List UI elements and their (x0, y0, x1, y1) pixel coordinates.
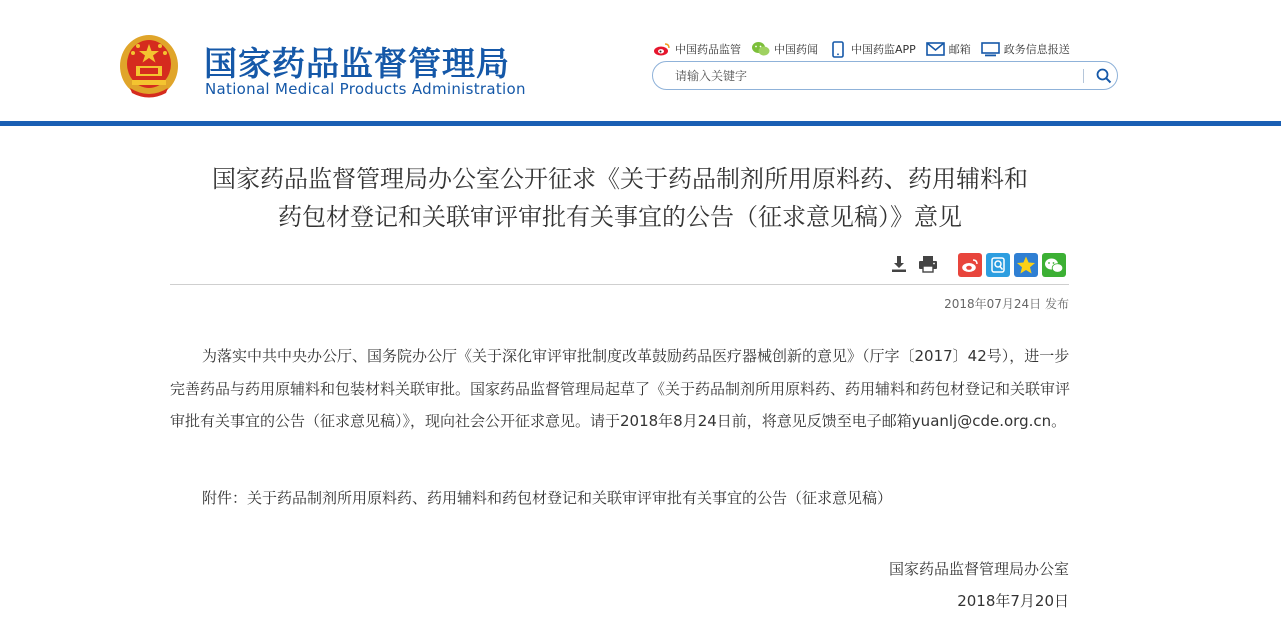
signature-date: 2018年7月20日 (957, 592, 1069, 610)
site-logo-chinese[interactable]: 国家药品监督管理局 (204, 44, 510, 83)
publish-date: 2018年07月24日 发布 (944, 297, 1069, 311)
search-button[interactable] (1093, 65, 1115, 87)
site-logo-english[interactable]: National Medical Products Administration (205, 80, 526, 98)
download-button[interactable] (888, 253, 910, 275)
link-gov-info-report[interactable] (981, 41, 1070, 57)
article-body (170, 340, 1070, 438)
share-weibo-button[interactable] (958, 253, 982, 277)
mail-icon (926, 41, 946, 57)
link-mail[interactable] (926, 41, 971, 57)
link-label: 中国药品监管 (675, 43, 741, 56)
article-title-line-1: 国家药品监督管理局办公室公开征求《关于药品制剂所用原料药、药用辅料和 (212, 165, 1028, 193)
search-icon (1096, 68, 1112, 84)
header-quick-links (652, 40, 1080, 58)
link-label: 政务信息报送 (1003, 43, 1070, 56)
download-icon (890, 255, 908, 273)
search-input[interactable] (675, 66, 1075, 86)
link-label: 中国药闻 (774, 43, 818, 56)
article-title-line-2: 药包材登记和关联审评审批有关事宜的公告（征求意见稿）》意见 (278, 203, 962, 231)
header-blue-bar (0, 121, 1281, 126)
star-icon (1016, 255, 1036, 275)
link-weibo[interactable] (652, 41, 741, 57)
mobile-app-icon (828, 41, 848, 57)
article-tools (888, 253, 946, 275)
qzone-icon (989, 256, 1007, 274)
link-app[interactable] (828, 41, 916, 57)
weibo-icon (961, 258, 979, 273)
print-button[interactable] (917, 253, 939, 275)
share-qzone-button[interactable] (986, 253, 1010, 277)
search-divider (1083, 69, 1084, 83)
share-wechat-button[interactable] (1042, 253, 1066, 277)
wechat-icon (1044, 257, 1064, 274)
site-header (0, 0, 1281, 122)
title-divider (170, 284, 1069, 285)
link-wechat[interactable] (751, 41, 818, 57)
signature-organization: 国家药品监督管理局办公室 (888, 560, 1069, 578)
article-title (170, 160, 1070, 236)
link-label: 中国药监APP (851, 43, 916, 56)
article-paragraph: 为落实中共中央办公厅、国务院办公厅《关于深化审评审批制度改革鼓励药品医疗器械创新的意见》（厅字〔2017〕42号），进一步完善药品与药用原辅料和包装材料关联审批。国家药品监督管理局起草了《关于药品制剂所用原料药、药用辅料和药包材登记和关联审评审批有关事宜的公告（征求意见稿）》，现向社会公开征求意见。请于2018年8月24日前，将意见反馈至电子邮箱yuanlj@cde.org.cn。 (170, 347, 1071, 430)
monitor-icon (981, 41, 1001, 57)
print-icon (918, 255, 938, 273)
share-qq-space-button[interactable] (1014, 253, 1038, 277)
attachment-link[interactable]: 附件：关于药品制剂所用原料药、药用辅料和药包材登记和关联审评审批有关事宜的公告（征求意见稿） (202, 489, 893, 507)
national-emblem-icon (118, 30, 180, 98)
link-label: 邮箱 (948, 43, 971, 56)
search-box (652, 61, 1118, 90)
share-buttons (958, 253, 1070, 277)
weibo-icon (652, 41, 672, 57)
wechat-icon (751, 41, 771, 57)
